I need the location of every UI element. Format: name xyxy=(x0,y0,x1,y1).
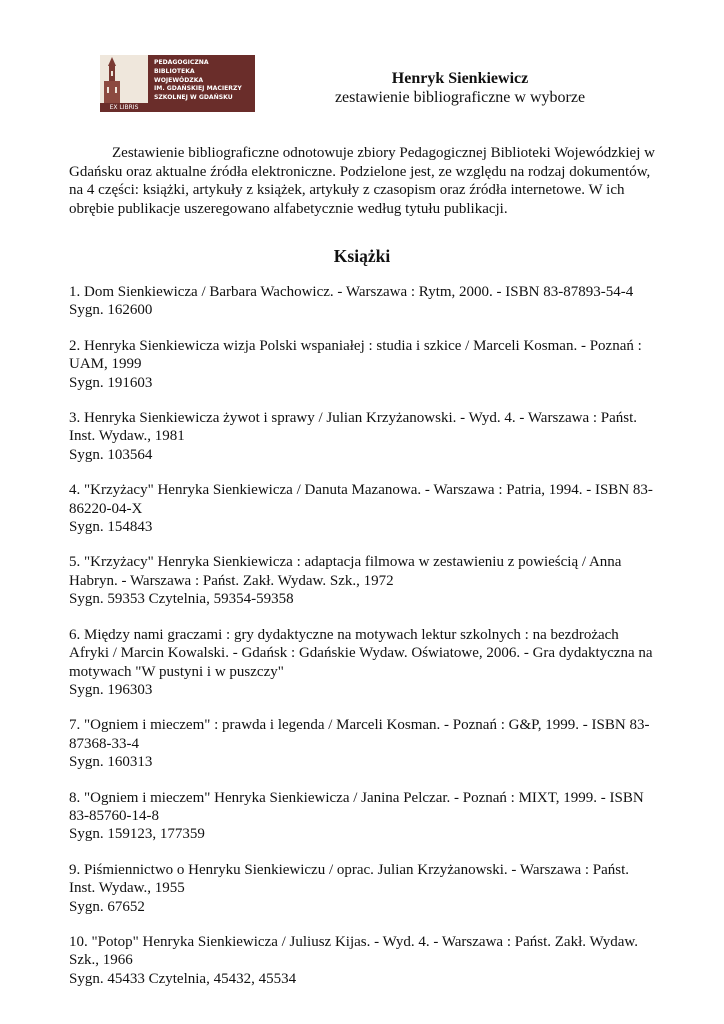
entry-call-number: Sygn. 154843 xyxy=(69,519,153,536)
section-title: Książki xyxy=(333,246,391,266)
bibliography-entry xyxy=(69,337,659,392)
author-title: Henryk Sienkiewicz xyxy=(391,70,529,87)
bibliography-entry xyxy=(69,409,659,464)
logo-emblem xyxy=(100,55,148,112)
entry-call-number: Sygn. 162600 xyxy=(69,302,153,319)
entry-description: 3. Henryka Sienkiewicza żywot i sprawy / Julian Krzyżanowski. - Wyd. 4. - Warszawa : Państ. Inst. Wydaw., 1981 xyxy=(69,410,638,445)
entry-description: 9. Piśmiennictwo o Henryku Sienkiewiczu / oprac. Julian Krzyżanowski. - Warszawa : Państ. Inst. Wydaw., 1955 xyxy=(69,861,630,897)
entry-description: 8. "Ogniem i mieczem" Henryka Sienkiewicza / Janina Pelczar. - Poznań : MIXT, 1999. - ISBN 83-85760-14-8 xyxy=(69,789,644,824)
bibliography-list xyxy=(69,283,659,1005)
bibliography-entry xyxy=(69,861,659,916)
intro-paragraph: Zestawienie bibliograficzne odnotowuje zbiory Pedagogicznej Biblioteki Wojewódzkiej w Gdańsku oraz aktualne źródła elektroniczne. Podzielone jest, ze względu na rodzaj dokumentów, na 4 części: książki, artykuły z książek, artykuły z czasopism oraz źródła internetowe. W ich obrębie publikacje uszeregowano alfabetycznie według tytułu publikacji. xyxy=(69,145,655,217)
bibliography-entry xyxy=(69,553,659,608)
bibliography-entry xyxy=(69,789,659,844)
entry-description: 6. Między nami graczami : gry dydaktyczne na motywach lektur szkolnych : na bezdrożach Afryki / Marcin Kowalski. - Gdańsk : Gdańskie Wydaw. Oświatowe, 2006. - Gra dydaktyczna na motywach "W pustyni i w puszczy" xyxy=(69,626,653,680)
entry-call-number: Sygn. 159123, 177359 xyxy=(69,826,205,843)
ex-libris-label: EX LIBRIS xyxy=(100,103,148,112)
church-icon xyxy=(102,57,122,103)
entry-call-number: Sygn. 59353 Czytelnia, 59354-59358 xyxy=(69,591,294,608)
entry-description: 7. "Ogniem i mieczem" : prawda i legenda / Marceli Kosman. - Poznań : G&P, 1999. - ISBN 83-87368-33-4 xyxy=(69,717,650,752)
logo-text xyxy=(148,55,242,112)
logo-line: PEDAGOGICZNA xyxy=(154,59,209,66)
bibliography-entry xyxy=(69,716,659,771)
library-logo xyxy=(100,55,255,112)
entry-call-number: Sygn. 160313 xyxy=(69,754,153,771)
entry-call-number: Sygn. 67652 xyxy=(69,898,145,915)
logo-line: SZKOLNEJ W GDAŃSKU xyxy=(154,94,233,102)
entry-description: 1. Dom Sienkiewicza / Barbara Wachowicz. - Warszawa : Rytm, 2000. - ISBN 83-87893-54-4 xyxy=(69,284,634,300)
entry-call-number: Sygn. 196303 xyxy=(69,681,153,698)
logo-line: WOJEWÓDZKA xyxy=(154,76,204,84)
entry-description: 4. "Krzyżacy" Henryka Sienkiewicza / Danuta Mazanowa. - Warszawa : Patria, 1994. - ISBN 83-86220-04-X xyxy=(69,482,653,517)
entry-call-number: Sygn. 191603 xyxy=(69,374,153,391)
document-header xyxy=(300,69,620,108)
entry-call-number: Sygn. 103564 xyxy=(69,446,153,463)
bibliography-entry xyxy=(69,283,659,320)
logo-line: BIBLIOTEKA xyxy=(154,67,195,75)
document-subtitle: zestawienie bibliograficzne w wyborze xyxy=(334,89,586,106)
entry-description: 10. "Potop" Henryka Sienkiewicza / Juliusz Kijas. - Wyd. 4. - Warszawa : Państ. Zakł. Wydaw. Szk., 1966 xyxy=(69,933,638,969)
entry-description: 2. Henryka Sienkiewicza wizja Polski wspaniałej : studia i szkice / Marceli Kosman. - Poznań : UAM, 1999 xyxy=(69,337,642,373)
entry-description: 5. "Krzyżacy" Henryka Sienkiewicza : adaptacja filmowa w zestawieniu z powieścią / Anna Habryn. - Warszawa : Państ. Zakł. Wydaw. Szk., 1972 xyxy=(69,554,622,589)
bibliography-entry xyxy=(69,481,659,536)
entry-call-number: Sygn. 45433 Czytelnia, 45432, 45534 xyxy=(69,970,297,987)
logo-line: IM. GDAŃSKIEJ MACIERZY xyxy=(154,85,242,93)
bibliography-entry xyxy=(69,933,659,988)
bibliography-entry xyxy=(69,626,659,700)
